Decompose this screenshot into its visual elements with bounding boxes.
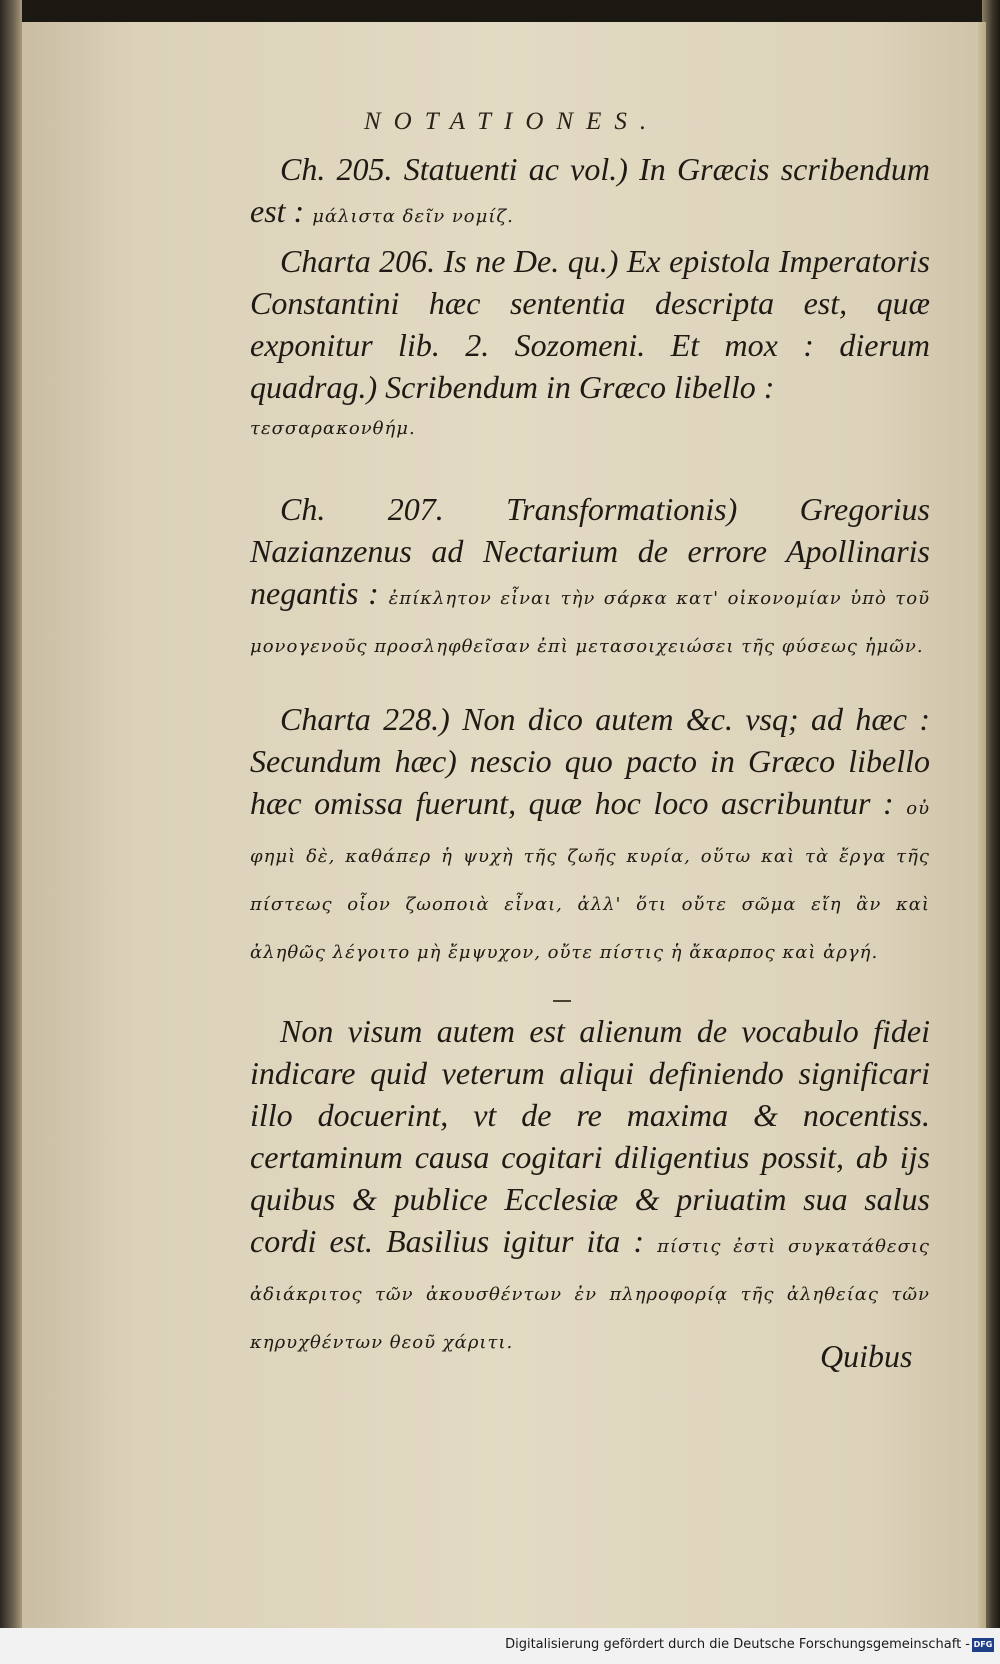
note-228-latin: Charta 228.) Non dico autem &c. vsq; ad hæc : Secundum hæc) nescio quo pacto in Græco libello hæc omissa fuerunt, quæ hoc loco ascribuntur : [250, 701, 930, 821]
note-fides-greek: πίστις ἐστὶ συγκατάθεσις ἀδιάκριτος τῶν ἀκουσθέντων ἐν πληροφορίᾳ τῆς ἀληθείας τῶν κηρυχθέντων θεοῦ χάριτι. [250, 1236, 930, 1353]
note-206-latin: Charta 206. Is ne De. qu.) Ex epistola Imperatoris Constantini hæc sententia descripta est, quæ exponitur lib. 2. Sozomeni. Et mox : dierum quadrag.) Scribendum in Græco libello : [250, 243, 930, 405]
book-frame-left [0, 0, 22, 1664]
note-228 [250, 698, 930, 974]
running-head: NOTATIONES. [364, 108, 660, 135]
page-edge [978, 22, 986, 1628]
note-205-greek: μάλιστα δεῖν νομίζ. [312, 206, 514, 227]
note-228-greek: οὐ φημὶ δὲ, καθάπερ ἡ ψυχὴ τῆς ζωῆς κυρία, οὕτω καὶ τὰ ἔργα τῆς πίστεως οἷον ζωοποιὰ εἶναι, ἀλλ' ὅτι οὔτε σῶμα εἴη ἂν καὶ ἀληθῶς λέγοιτο μὴ ἔμψυχον, οὔτε πίστις ἡ ἄκαρπος καὶ ἀργή. [250, 798, 931, 963]
note-205-latin: Ch. 205. Statuenti ac vol.) In Græcis scribendum est : [250, 151, 930, 229]
catchword: Quibus [820, 1338, 913, 1374]
note-fides-latin: Non visum autem est alienum de vocabulo fidei indicare quid veterum aliqui definiendo significari illo docuerint, vt de re maxima & nocentiss. certaminum causa cogitari diligentius possit, ab ijs quibus & publice Ecclesiæ & priuatim sua salus cordi est. Basilius igitur ita : [250, 1013, 930, 1259]
note-207-latin: Ch. 207. Transformationis) Gregorius Nazianzenus ad Nectarium de errore Apollinaris negantis : [250, 491, 930, 611]
note-207-greek: ἐπίκλητον εἶναι τὴν σάρκα κατ' οἰκονομίαν ὑπὸ τοῦ μονογενοῦς προσληφθεῖσαν ἐπὶ μετασοιχειώσει τῆς φύσεως ἡμῶν. [250, 588, 931, 657]
funding-notice: Digitalisierung gefördert durch die Deutsche Forschungsgemeinschaft - [505, 1637, 970, 1652]
note-205 [250, 148, 930, 238]
note-206-greek: τεσσαρακονθήμ. [250, 418, 416, 439]
note-fides [250, 1010, 930, 1364]
dfg-logo-icon: DFG [972, 1638, 994, 1652]
digitization-footer [0, 1628, 1000, 1664]
note-206 [250, 240, 930, 450]
note-207 [250, 488, 930, 668]
section-divider [553, 1000, 571, 1002]
